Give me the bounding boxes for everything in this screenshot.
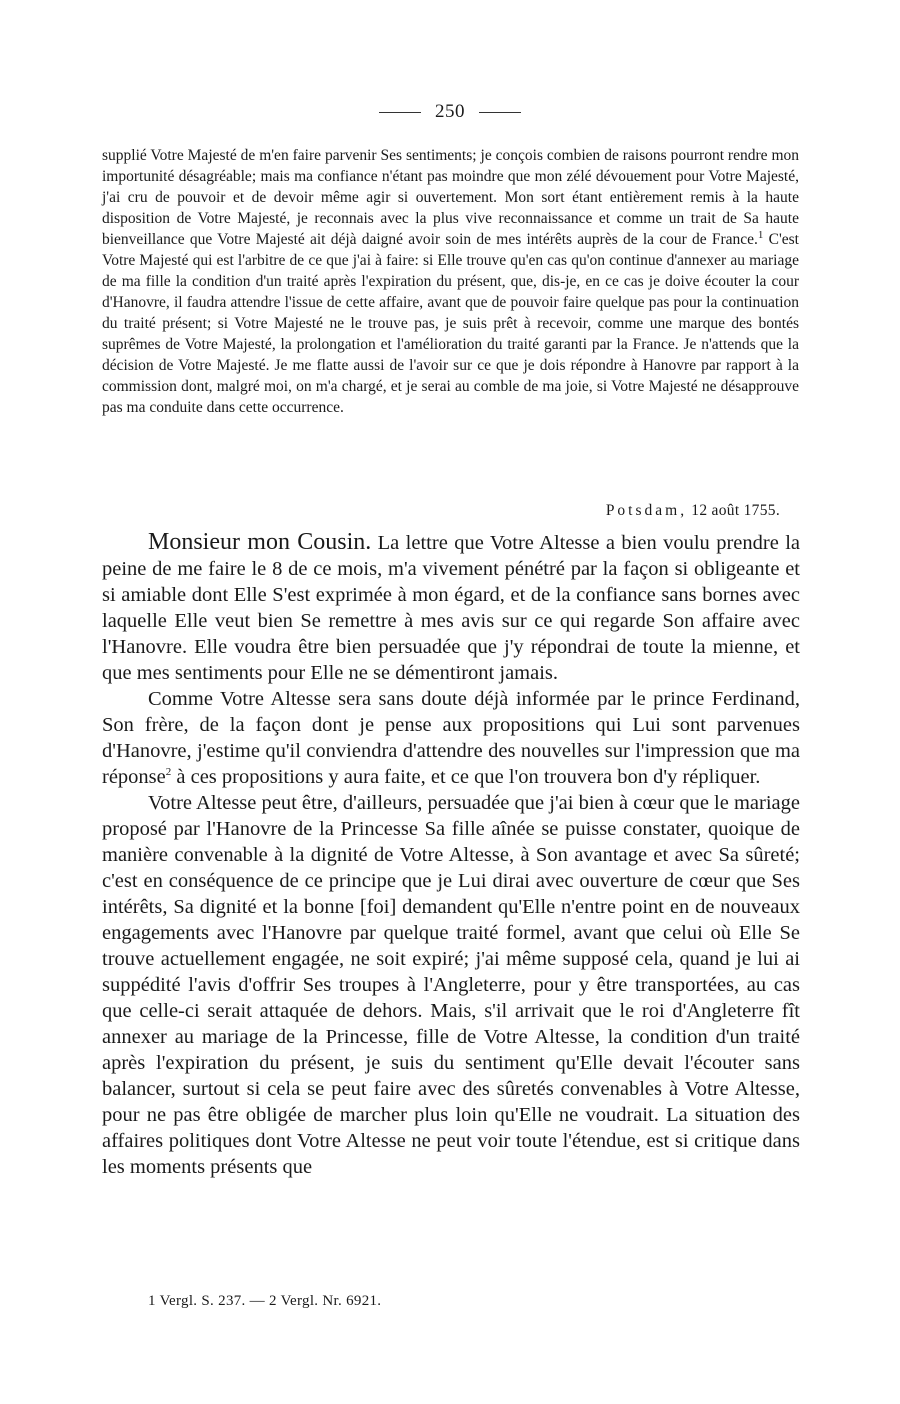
letter-paragraph-1-text: La lettre que Votre Altesse a bien voulu prendre la peine de me faire le 8 de ce mois, m'a vivement pénétré par la façon si obligeante et si amiable dont Elle S'est exprimée à mon égard, et de la confiance sans bornes avec laquelle Elle veut bien Se remettre à mes avis sur ce qui regarde Son affaire avec l'Hanovre. Elle voudra être bien persuadée que j'y répondrai de toute la mienne, et que mes sentiments pour Elle ne se démentiront jamais. (102, 532, 800, 684)
letter-salutation: Monsieur mon Cousin. (148, 529, 372, 555)
footnote-marker-1: 1 (757, 228, 764, 241)
letter-paragraph-3 (102, 790, 800, 1180)
page-number-dash-right (479, 112, 521, 113)
footnotes-text: 1 Vergl. S. 237. — 2 Vergl. Nr. 6921. (148, 1293, 382, 1309)
letter-paragraph-2 (102, 686, 800, 790)
footnote-marker-2: 2 (165, 766, 172, 779)
footnotes (148, 1293, 798, 1310)
preface-letter-excerpt (102, 145, 799, 418)
letter-paragraph-1 (102, 529, 800, 686)
letter-paragraph-2-text: Comme Votre Altesse sera sans doute déjà informée par le prince Ferdinand, Son frère, de la façon dont je pense aux propositions qui Lui sont parvenues d'Hanovre, j'estime qu'il conviendra d'attendre des nouvelles sur l'impression que ma réponse (102, 688, 800, 788)
preface-text-continued: C'est Votre Majesté qui est l'arbitre de ce que j'ai à faire: si Elle trouve qu'en cas qu'on continue d'annexer au mariage de ma fille la condition d'un traité après l'expiration du présent, que, dis-je, en ce cas je doive écouter la cour d'Hanovre, il faudra attendre l'issue de cette affaire, avant que de pouvoir faire quelque pas pour la continuation du traité présent; si Votre Majesté ne le trouve pas, je suis prêt à recevoir, comme une marque des bontés suprêmes de Votre Majesté, la prolongation et l'amélioration du traité garanti par la France. Je n'attends que la décision de Votre Majesté. Je me flatte aussi de l'avoir sur ce que je dois répondre à Hanovre par rapport à la commission dont, malgré moi, on m'a chargé, et je serai au comble de ma joie, si Votre Majesté ne désapprouve pas ma conduite dans cette occurrence. (102, 231, 799, 416)
dateline-place: Potsdam, (605, 502, 688, 519)
dateline-date: 12 août 1755. (691, 502, 780, 519)
letter-paragraph-2-text-continued: à ces propositions y aura faite, et ce que l'on trouvera bon d'y répliquer. (171, 766, 761, 788)
dateline (606, 502, 780, 520)
letter-paragraph-3-text: Votre Altesse peut être, d'ailleurs, persuadée que j'ai bien à cœur que le mariage proposé par l'Hanovre de la Princesse Sa fille aînée se puisse constater, quoique de manière convenable à la dignité de Votre Altesse, à Son avantage et avec Sa sûreté; c'est en conséquence de ce principe que je Lui dirai avec ouverture de cœur que Ses intérêts, Sa dignité et la bonne [foi] demandent qu'Elle n'entre point en de nouveaux engagements avec l'Hanovre par quelque traité formel, avant que celui où Elle Se trouve actuellement engagée, ne soit expiré; j'ai même supposé cela, quand je lui ai suppédité l'avis d'offrir Ses troupes à l'Angleterre, pour y être transportées, au cas que celle-ci serait attaquée de dehors. Mais, s'il arrivait que le roi d'Angleterre fît annexer au mariage de la Princesse, fille de Votre Altesse, la condition d'un traité après l'expiration du présent, je suis du sentiment qu'Elle devait l'écouter sans balancer, surtout si cela se peut faire avec des sûretés convenables à Votre Altesse, pour ne pas être obligée de marcher plus loin qu'Elle ne voudrait. La situation des affaires politiques dont Votre Altesse ne peut voir toute l'étendue, est si critique dans les moments présents que (102, 792, 800, 1178)
preface-text: supplié Votre Majesté de m'en faire parvenir Ses sentiments; je conçois combien de raisons pourront rendre mon importunité désagréable; mais ma confiance n'étant pas moindre que mon zélé dévouement pour Votre Majesté, j'ai cru de pouvoir et de devoir même agir si ouvertement. Mon sort étant entièrement remis à la haute disposition de Votre Majesté, je reconnais avec la plus vive reconnaissance et comme un trait de Sa haute bienveillance que Votre Majesté ait déjà daigné avoir soin de mes intérêts auprès de la cour de France. (102, 147, 799, 248)
preface-paragraph (102, 145, 799, 418)
page-number (0, 101, 900, 123)
page-number-dash-left (379, 112, 421, 113)
letter-body (102, 529, 800, 1180)
page-number-text: 250 (435, 101, 465, 122)
